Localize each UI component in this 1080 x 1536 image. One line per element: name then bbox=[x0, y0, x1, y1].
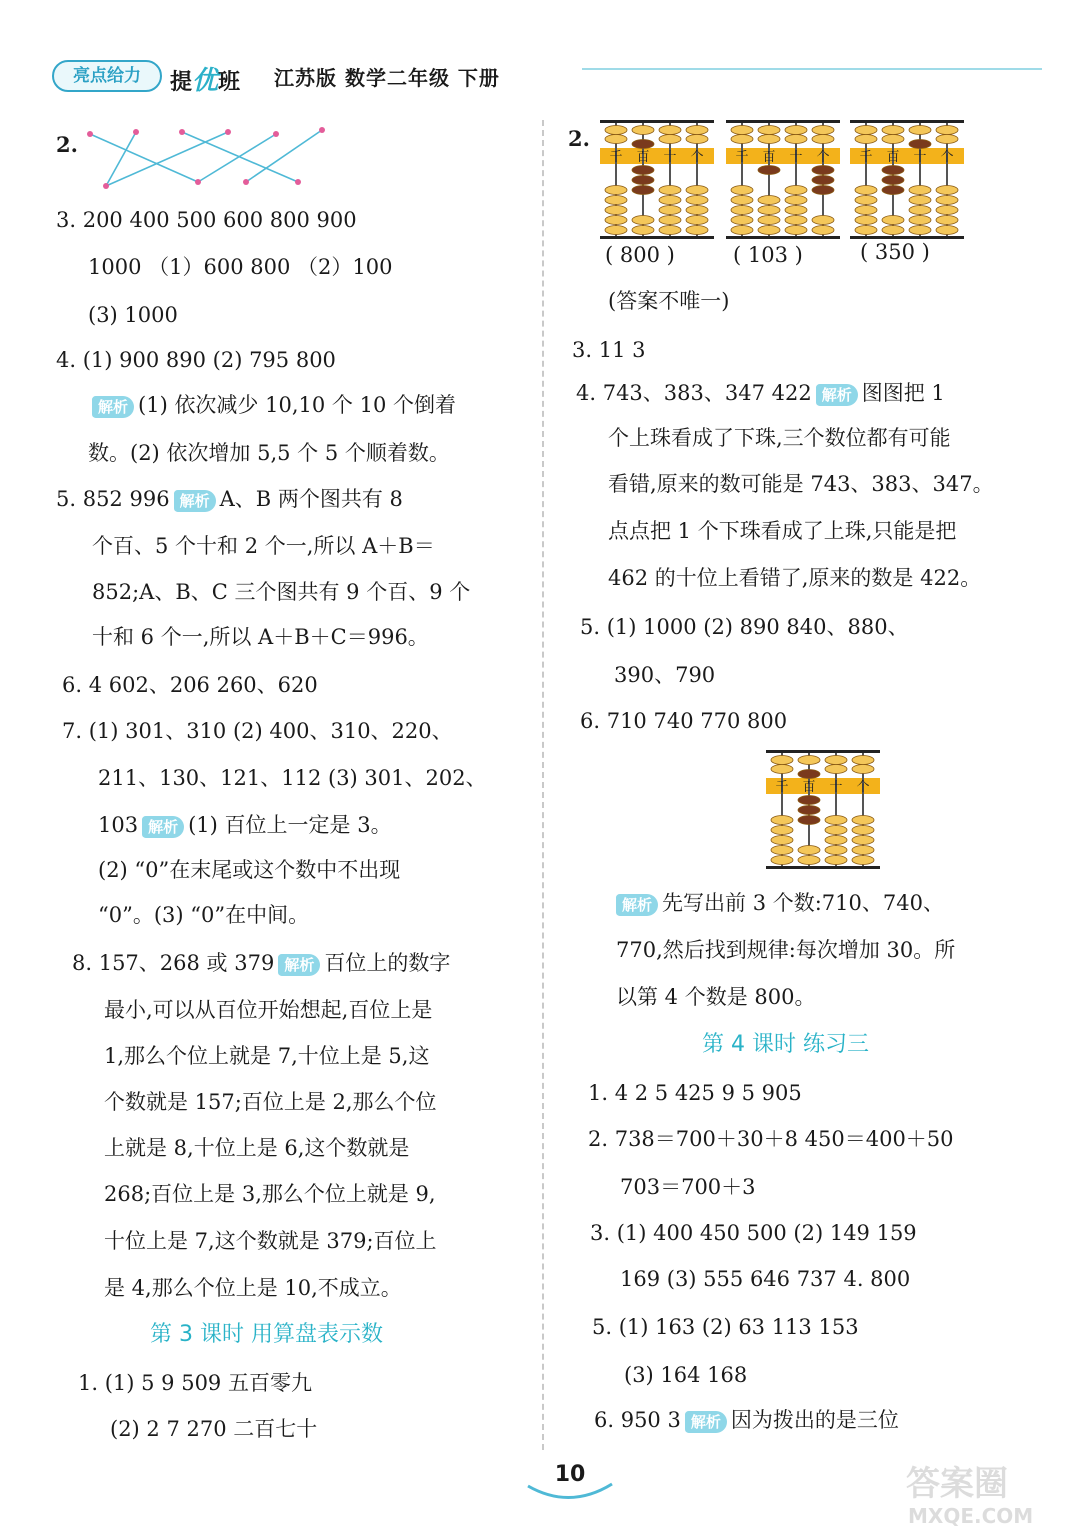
analysis-tag: 解析 bbox=[278, 954, 320, 976]
analysis-tag: 解析 bbox=[142, 816, 184, 838]
right-q2-label: 2. bbox=[568, 126, 590, 151]
abacus-bead bbox=[909, 216, 931, 225]
abacus-bead bbox=[852, 836, 874, 845]
abacus-bead bbox=[798, 756, 820, 765]
abacus-bead bbox=[852, 816, 874, 825]
abacus-bead bbox=[852, 756, 874, 765]
abacus-figure bbox=[848, 118, 966, 242]
abacus-rod-label: 十 bbox=[663, 150, 677, 165]
left-q5-line3: 852;A、B、C 三个图共有 9 个百、9 个 bbox=[92, 580, 471, 604]
abacus-bead bbox=[659, 196, 681, 205]
abacus-bead bbox=[771, 836, 793, 845]
abacus-bead bbox=[605, 216, 627, 225]
abacus-bead bbox=[936, 226, 958, 235]
lesson3-q1-line1: 1. (1) 5 9 509 五百零九 bbox=[78, 1371, 312, 1395]
abacus-bead bbox=[632, 226, 654, 235]
right-q6: 6. 710 740 770 800 bbox=[580, 709, 788, 733]
abacus-top-frame bbox=[766, 750, 880, 753]
abacus-bead bbox=[686, 226, 708, 235]
abacus-bead bbox=[785, 216, 807, 225]
analysis-tag: 解析 bbox=[816, 384, 858, 406]
abacus-bead bbox=[855, 126, 877, 135]
abacus-top-frame bbox=[850, 120, 964, 123]
abacus-bead bbox=[659, 216, 681, 225]
left-q8-line: 上就是 8,十位上是 6,这个数就是 bbox=[104, 1136, 410, 1160]
abacus-figure bbox=[598, 118, 716, 242]
lesson4-line: 5. (1) 163 (2) 63 113 153 bbox=[592, 1315, 859, 1339]
abacus-rod-label: 个 bbox=[690, 150, 704, 165]
abacus-bead bbox=[659, 186, 681, 195]
abacus-bead bbox=[686, 196, 708, 205]
abacus-bead bbox=[632, 140, 654, 149]
abacus-bead bbox=[785, 206, 807, 215]
abacus-bead bbox=[852, 856, 874, 865]
abacus-bead bbox=[785, 135, 807, 144]
abacus-bead bbox=[605, 126, 627, 135]
abacus-bead bbox=[812, 126, 834, 135]
lesson-4-heading: 第 4 课时 练习三 bbox=[702, 1032, 869, 1057]
abacus-bead bbox=[632, 186, 654, 195]
abacus-bead bbox=[909, 226, 931, 235]
abacus-answer: ( 350 ) bbox=[860, 240, 930, 264]
abacus-rod-label: 十 bbox=[829, 780, 843, 795]
left-q8-line: 最小,可以从百位开始想起,百位上是 bbox=[104, 998, 433, 1022]
abacus-bead bbox=[812, 135, 834, 144]
abacus-rod-label: 百 bbox=[802, 780, 816, 795]
abacus-rod-label: 百 bbox=[636, 150, 650, 165]
abacus-bead bbox=[812, 216, 834, 225]
left-q8-line: 是 4,那么个位上是 10,不成立。 bbox=[104, 1276, 402, 1300]
edition-info: 江苏版 数学二年级 下册 bbox=[274, 66, 500, 90]
abacus-bottom-frame bbox=[766, 866, 880, 869]
abacus-bead bbox=[909, 140, 931, 149]
right-q4-line: 个上珠看成了下珠,三个数位都有可能 bbox=[608, 426, 951, 450]
abacus-rod-label: 千 bbox=[609, 150, 623, 165]
lesson4-line: 2. 738＝700＋30＋8 450＝400＋50 bbox=[588, 1127, 954, 1151]
abacus-bead bbox=[798, 846, 820, 855]
abacus-350 bbox=[848, 118, 966, 246]
abacus-bead bbox=[855, 206, 877, 215]
left-q4-line1: 4. (1) 900 890 (2) 795 800 bbox=[56, 348, 336, 372]
left-q7-line3: 103 解析 (1) 百位上一定是 3。 bbox=[98, 813, 392, 837]
matching-lines-figure bbox=[86, 124, 336, 190]
abacus-top-frame bbox=[600, 120, 714, 123]
abacus-figure bbox=[764, 748, 882, 872]
abacus-bead bbox=[605, 196, 627, 205]
abacus-bead bbox=[731, 126, 753, 135]
abacus-bead bbox=[798, 770, 820, 779]
left-q7-line4: (2) “0”在末尾或这个数中不出现 bbox=[98, 858, 401, 882]
page-number-swoosh bbox=[524, 1480, 616, 1504]
abacus-bead bbox=[909, 186, 931, 195]
abacus-bead bbox=[758, 216, 780, 225]
abacus-bead bbox=[825, 765, 847, 774]
abacus-bead bbox=[798, 796, 820, 805]
abacus-bead bbox=[771, 856, 793, 865]
right-q5-line2: 390、790 bbox=[614, 663, 716, 687]
right-q4-line1: 4. 743、383、347 422 解析 图图把 1 bbox=[576, 381, 945, 405]
abacus-bead bbox=[936, 216, 958, 225]
left-q5-line4: 十和 6 个一,所以 A＋B＋C＝996。 bbox=[92, 625, 429, 649]
abacus-bead bbox=[758, 196, 780, 205]
left-q3-line2: 1000 （1）600 800 （2）100 bbox=[88, 255, 393, 279]
abacus-bead bbox=[855, 226, 877, 235]
abacus-bead bbox=[798, 856, 820, 865]
abacus-bead bbox=[686, 186, 708, 195]
column-divider bbox=[542, 120, 544, 1450]
right-q4-line: 看错,原来的数可能是 743、383、347。 bbox=[608, 472, 994, 496]
abacus-rod-label: 个 bbox=[816, 150, 830, 165]
abacus-bead bbox=[771, 846, 793, 855]
abacus-answer: ( 103 ) bbox=[733, 243, 803, 267]
abacus-800-small bbox=[764, 748, 882, 876]
abacus-103 bbox=[724, 118, 842, 246]
right-q4-line: 462 的十位上看错了,原来的数是 422。 bbox=[608, 566, 982, 590]
lesson4-line: (3) 164 168 bbox=[624, 1363, 748, 1387]
abacus-bead bbox=[855, 186, 877, 195]
lesson3-q1-line2: (2) 2 7 270 二百七十 bbox=[110, 1417, 318, 1441]
svg-text:答案圈: 答案圈 bbox=[906, 1464, 1008, 1504]
abacus-rod-label: 百 bbox=[886, 150, 900, 165]
left-q5-line2: 个百、5 个十和 2 个一,所以 A＋B＝ bbox=[92, 534, 435, 558]
abacus-bead bbox=[785, 196, 807, 205]
abacus-bead bbox=[936, 186, 958, 195]
abacus-bead bbox=[605, 135, 627, 144]
analysis-tag: 解析 bbox=[616, 894, 658, 916]
abacus-bead bbox=[882, 126, 904, 135]
abacus-bead bbox=[909, 196, 931, 205]
abacus-bead bbox=[936, 206, 958, 215]
abacus-bead bbox=[785, 126, 807, 135]
abacus-bead bbox=[731, 226, 753, 235]
abacus-bead bbox=[632, 216, 654, 225]
abacus-bead bbox=[812, 186, 834, 195]
abacus-bead bbox=[852, 765, 874, 774]
abacus-bead bbox=[758, 206, 780, 215]
abacus-bead bbox=[605, 206, 627, 215]
abacus-bead bbox=[605, 186, 627, 195]
left-q8-line1: 8. 157、268 或 379 解析 百位上的数字 bbox=[72, 951, 451, 975]
right-q6-exp-line1: 解析 先写出前 3 个数:710、740、 bbox=[612, 888, 944, 918]
abacus-bead bbox=[936, 196, 958, 205]
abacus-bead bbox=[882, 135, 904, 144]
right-q5-line1: 5. (1) 1000 (2) 890 840、880、 bbox=[580, 615, 909, 639]
abacus-bead bbox=[798, 816, 820, 825]
abacus-bead bbox=[731, 196, 753, 205]
abacus-bead bbox=[855, 196, 877, 205]
abacus-bead bbox=[659, 206, 681, 215]
abacus-bead bbox=[882, 216, 904, 225]
abacus-rod-label: 千 bbox=[735, 150, 749, 165]
lesson4-line: 1. 4 2 5 425 9 5 905 bbox=[588, 1081, 802, 1105]
abacus-rod-label: 个 bbox=[940, 150, 954, 165]
abacus-bead bbox=[936, 135, 958, 144]
abacus-bead bbox=[825, 846, 847, 855]
abacus-bead bbox=[825, 836, 847, 845]
abacus-bead bbox=[936, 126, 958, 135]
abacus-bottom-frame bbox=[726, 236, 840, 239]
abacus-bead bbox=[731, 216, 753, 225]
right-q3: 3. 11 3 bbox=[572, 338, 646, 362]
abacus-bead bbox=[852, 846, 874, 855]
analysis-tag: 解析 bbox=[92, 396, 134, 418]
right-q6b: 6. 950 3 解析 因为拨出的是三位 bbox=[594, 1408, 899, 1432]
abacus-bead bbox=[731, 186, 753, 195]
abacus-bead bbox=[771, 826, 793, 835]
series-title: 提优班 bbox=[170, 66, 241, 96]
abacus-bottom-frame bbox=[600, 236, 714, 239]
left-q4-line3: 数。(2) 依次增加 5,5 个 5 个顺着数。 bbox=[88, 441, 450, 465]
right-q6-exp-line2: 770,然后找到规律:每次增加 30。所 bbox=[616, 938, 956, 962]
abacus-800 bbox=[598, 118, 716, 246]
abacus-rod-label: 千 bbox=[775, 780, 789, 795]
lesson4-line: 703＝700＋3 bbox=[620, 1175, 756, 1199]
lesson4-line: 169 (3) 555 646 737 4. 800 bbox=[620, 1267, 911, 1291]
abacus-bead bbox=[758, 226, 780, 235]
analysis-tag: 解析 bbox=[685, 1411, 727, 1433]
svg-text:MXQE.COM: MXQE.COM bbox=[908, 1504, 1034, 1528]
abacus-bead bbox=[771, 756, 793, 765]
abacus-bead bbox=[686, 206, 708, 215]
abacus-bead bbox=[812, 226, 834, 235]
abacus-bead bbox=[855, 216, 877, 225]
abacus-bead bbox=[882, 226, 904, 235]
abacus-bead bbox=[798, 806, 820, 815]
abacus-bead bbox=[731, 206, 753, 215]
abacus-bead bbox=[909, 206, 931, 215]
analysis-tag: 解析 bbox=[174, 490, 216, 512]
abacus-bead bbox=[758, 126, 780, 135]
abacus-rod-label: 十 bbox=[913, 150, 927, 165]
abacus-bead bbox=[659, 126, 681, 135]
abacus-bead bbox=[882, 166, 904, 175]
left-q3-line1: 3. 200 400 500 600 800 900 bbox=[56, 208, 357, 232]
abacus-bead bbox=[882, 186, 904, 195]
abacus-bead bbox=[812, 176, 834, 185]
abacus-bead bbox=[882, 176, 904, 185]
abacus-bead bbox=[659, 226, 681, 235]
answer-note: (答案不唯一) bbox=[608, 289, 730, 313]
abacus-rod-label: 个 bbox=[856, 780, 870, 795]
brand-badge: 亮点给力 bbox=[52, 60, 162, 92]
abacus-bead bbox=[686, 216, 708, 225]
abacus-bead bbox=[659, 135, 681, 144]
left-q5-line1: 5. 852 996 解析 A、B 两个图共有 8 bbox=[56, 487, 403, 511]
abacus-bead bbox=[852, 826, 874, 835]
abacus-bead bbox=[758, 135, 780, 144]
left-q6: 6. 4 602、206 260、620 bbox=[62, 673, 318, 697]
abacus-bead bbox=[686, 135, 708, 144]
abacus-bead bbox=[825, 756, 847, 765]
abacus-top-frame bbox=[726, 120, 840, 123]
abacus-bead bbox=[855, 135, 877, 144]
abacus-bead bbox=[785, 186, 807, 195]
left-q4-line2: 解析 (1) 依次减少 10,10 个 10 个倒着 bbox=[88, 390, 456, 420]
abacus-bead bbox=[812, 166, 834, 175]
abacus-bead bbox=[785, 226, 807, 235]
left-q8-line: 268;百位上是 3,那么个位上就是 9, bbox=[104, 1182, 436, 1206]
page-number: 10 bbox=[554, 1462, 586, 1487]
abacus-bead bbox=[825, 856, 847, 865]
abacus-bead bbox=[825, 816, 847, 825]
left-q7-line2: 211、130、121、112 (3) 301、202、 bbox=[98, 766, 487, 790]
left-q8-line: 个数就是 157;百位上是 2,那么个位 bbox=[104, 1090, 437, 1114]
abacus-answer: ( 800 ) bbox=[605, 243, 675, 267]
abacus-bead bbox=[731, 135, 753, 144]
abacus-bead bbox=[632, 126, 654, 135]
abacus-bead bbox=[758, 166, 780, 175]
left-q2-label: 2. bbox=[56, 132, 78, 157]
left-q8-line: 十位上是 7,这个数就是 379;百位上 bbox=[104, 1229, 437, 1253]
lesson-3-heading: 第 3 课时 用算盘表示数 bbox=[150, 1322, 383, 1347]
left-q8-line: 1,那么个位上就是 7,十位上是 5,这 bbox=[104, 1044, 430, 1068]
page-header bbox=[52, 54, 1042, 94]
abacus-bead bbox=[825, 826, 847, 835]
right-q4-line: 点点把 1 个下珠看成了上珠,只能是把 bbox=[608, 519, 957, 543]
right-q6-exp-line3: 以第 4 个数是 800。 bbox=[616, 985, 816, 1009]
abacus-bead bbox=[909, 126, 931, 135]
header-rule bbox=[582, 68, 1042, 70]
abacus-figure bbox=[724, 118, 842, 242]
abacus-rod-label: 千 bbox=[859, 150, 873, 165]
abacus-bead bbox=[771, 765, 793, 774]
left-q3-line3: (3) 1000 bbox=[88, 303, 178, 327]
abacus-bead bbox=[632, 176, 654, 185]
abacus-bead bbox=[605, 226, 627, 235]
abacus-bead bbox=[632, 166, 654, 175]
abacus-rod-label: 十 bbox=[789, 150, 803, 165]
left-q7-line5: “0”。(3) “0”在中间。 bbox=[98, 903, 310, 927]
left-q7-line1: 7. (1) 301、310 (2) 400、310、220、 bbox=[62, 719, 453, 743]
abacus-bead bbox=[771, 816, 793, 825]
watermark-logo bbox=[900, 1455, 1070, 1530]
abacus-rod-label: 百 bbox=[762, 150, 776, 165]
lesson4-line: 3. (1) 400 450 500 (2) 149 159 bbox=[590, 1221, 917, 1245]
abacus-bead bbox=[686, 126, 708, 135]
